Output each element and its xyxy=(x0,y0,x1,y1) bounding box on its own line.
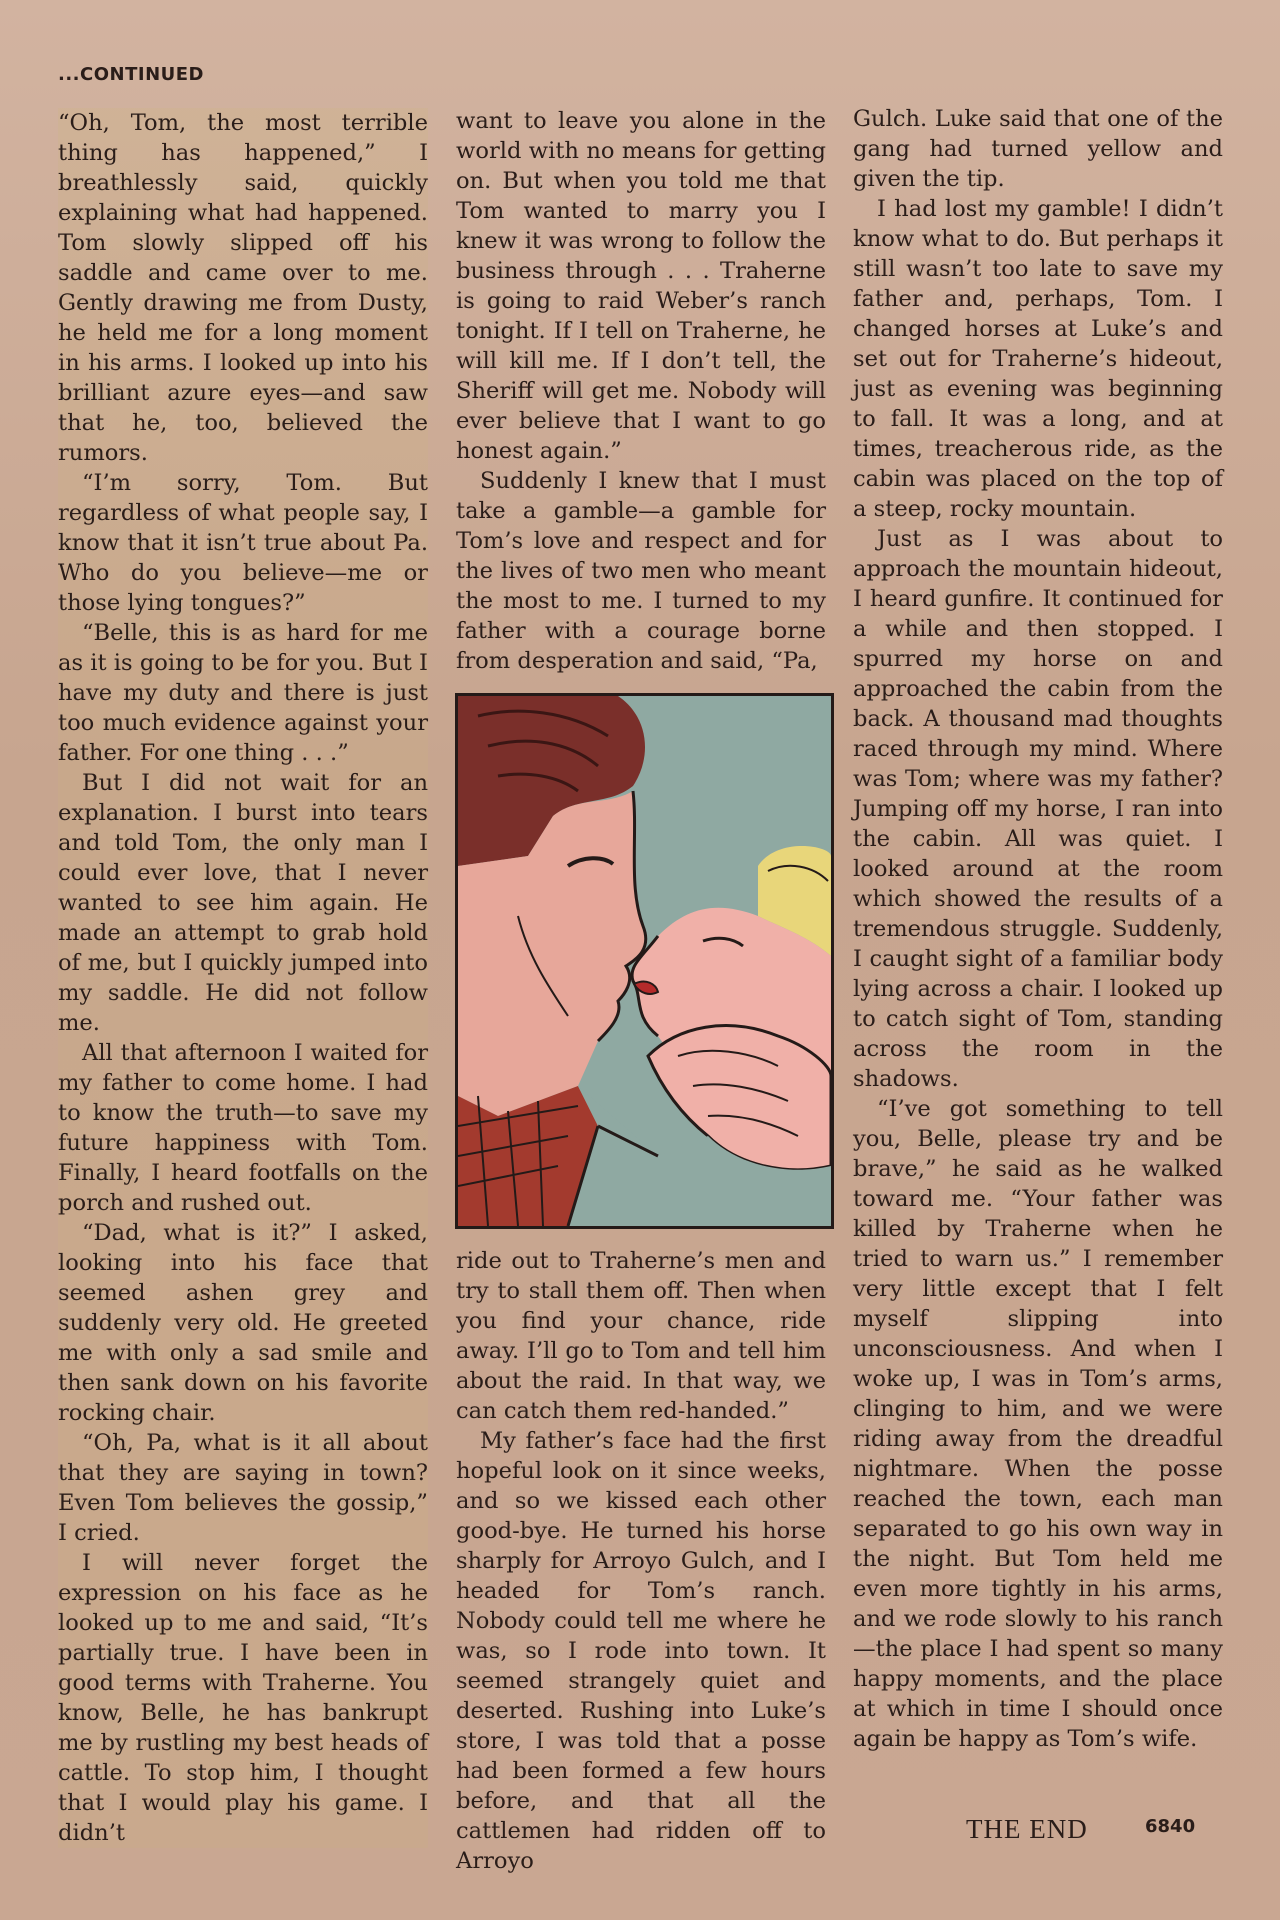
paragraph: “Oh, Pa, what is it all about that they are saying in town? Even Tom believes the gossip,” I cried. xyxy=(58,1430,428,1546)
paragraph: “Belle, this is as hard for me as it is going to be for you. But I have my duty and there is just too much evidence against your father. For one thing . . .” xyxy=(58,620,428,766)
paragraph: “Dad, what is it?” I asked, looking into his face that seemed ashen grey and suddenly very old. He greeted me with only a sad smile and then sank down on his favorite rocking chair. xyxy=(58,1220,428,1426)
paragraph: Suddenly I knew that I must take a gamble—a gamble for Tom’s love and respect and for the lives of two men who meant the most to me. I turned to my father with a courage borne from desperation and said, “Pa, xyxy=(456,468,826,674)
paragraph: I had lost my gamble! I didn’t know what to do. But perhaps it still wasn’t too late to save my father and, perhaps, Tom. I changed horses at Luke’s and set out for Traherne’s hideout, just as evening was beginning to fall. It was a long, and at times, treacherous ride, as the cabin was placed on the top of a steep, rocky mountain. xyxy=(853,196,1223,522)
paragraph: My father’s face had the first hopeful look on it since weeks, and so we kissed each other good-bye. He turned his horse sharply for Arroyo Gulch, and I headed for Tom’s ranch. Nobody could tell me where he was, so I rode into town. It seemed strangely quiet and deserted. Rushing into Luke’s store, I was told that a posse had been formed a few hours before, and that all the cattlemen had ridden off to Arroyo xyxy=(456,1428,826,1874)
paragraph: But I did not wait for an explanation. I burst into tears and told Tom, the only man I could ever love, that I never wanted to see him again. He made an attempt to grab hold of me, but I quickly jumped into my saddle. He did not follow me. xyxy=(58,770,428,1036)
text-column-3 xyxy=(853,104,1223,1754)
page-code: 6840 xyxy=(1145,1816,1196,1837)
continued-header: ...CONTINUED xyxy=(58,64,204,85)
the-end-label: THE END xyxy=(966,1814,1088,1844)
text-column-2-bottom xyxy=(456,1246,826,1876)
paragraph: I will never forget the expression on his face as he looked up to me and said, “It’s partially true. I have been in good terms with Traherne. You know, Belle, he has bankrupt me by rustling my best heads of cattle. To stop him, I thought that I would play his game. I didn’t xyxy=(58,1550,428,1846)
kiss-panel-illustration xyxy=(455,693,834,1229)
paragraph: “I’ve got something to tell you, Belle, please try and be brave,” he said as he walked toward me. “Your father was killed by Traherne when he tried to warn us.” I remember very little except that I felt myself slipping into unconsciousness. And when I woke up, I was in Tom’s arms, clinging to him, and we were riding away from the dreadful nightmare. When the posse reached the town, each man separated to go his own way in the night. But Tom held me even more tightly in his arms, and we rode slowly to his ranch—the place I had spent so many happy moments, and the place at which in time I should once again be happy as Tom’s wife. xyxy=(853,1096,1223,1752)
text-column-1 xyxy=(58,108,428,1848)
paragraph: “Oh, Tom, the most terrible thing has happened,” I breathlessly said, quickly explaining what had happened. Tom slowly slipped off his saddle and came over to me. Gently drawing me from Dusty, he held me for a long moment in his arms. I looked up into his brilliant azure eyes—and saw that he, too, believed the rumors. xyxy=(58,110,428,466)
illustration-svg xyxy=(458,696,831,1226)
paragraph: Just as I was about to approach the mountain hideout, I heard gunfire. It continued for a while and then stopped. I spurred my horse on and approached the cabin from the back. A thousand mad thoughts raced through my mind. Where was Tom; where was my father? Jumping off my horse, I ran into the cabin. All was quiet. I looked around at the room which showed the results of a tremendous struggle. Suddenly, I caught sight of a familiar body lying across a chair. I looked up to catch sight of Tom, standing across the room in the shadows. xyxy=(853,526,1223,1092)
paragraph: want to leave you alone in the world with no means for getting on. But when you told me that Tom wanted to marry you I knew it was wrong to follow the business through . . . Traherne is going to raid Weber’s ranch tonight. If I tell on Traherne, he will kill me. If I don’t tell, the Sheriff will get me. Nobody will ever believe that I want to go honest again.” xyxy=(456,108,826,464)
text-column-2-top xyxy=(456,106,826,676)
paragraph: ride out to Traherne’s men and try to stall them off. Then when you find your chance, ride away. I’ll go to Tom and tell him about the raid. In that way, we can catch them red-handed.” xyxy=(456,1248,826,1424)
paragraph: “I’m sorry, Tom. But regardless of what people say, I know that it isn’t true about Pa. Who do you believe—me or those lying tongues?” xyxy=(58,470,428,616)
paragraph: Gulch. Luke said that one of the gang had turned yellow and given the tip. xyxy=(853,106,1223,192)
paragraph: All that afternoon I waited for my father to come home. I had to know the truth—to save my future happiness with Tom. Finally, I heard footfalls on the porch and rushed out. xyxy=(58,1040,428,1216)
